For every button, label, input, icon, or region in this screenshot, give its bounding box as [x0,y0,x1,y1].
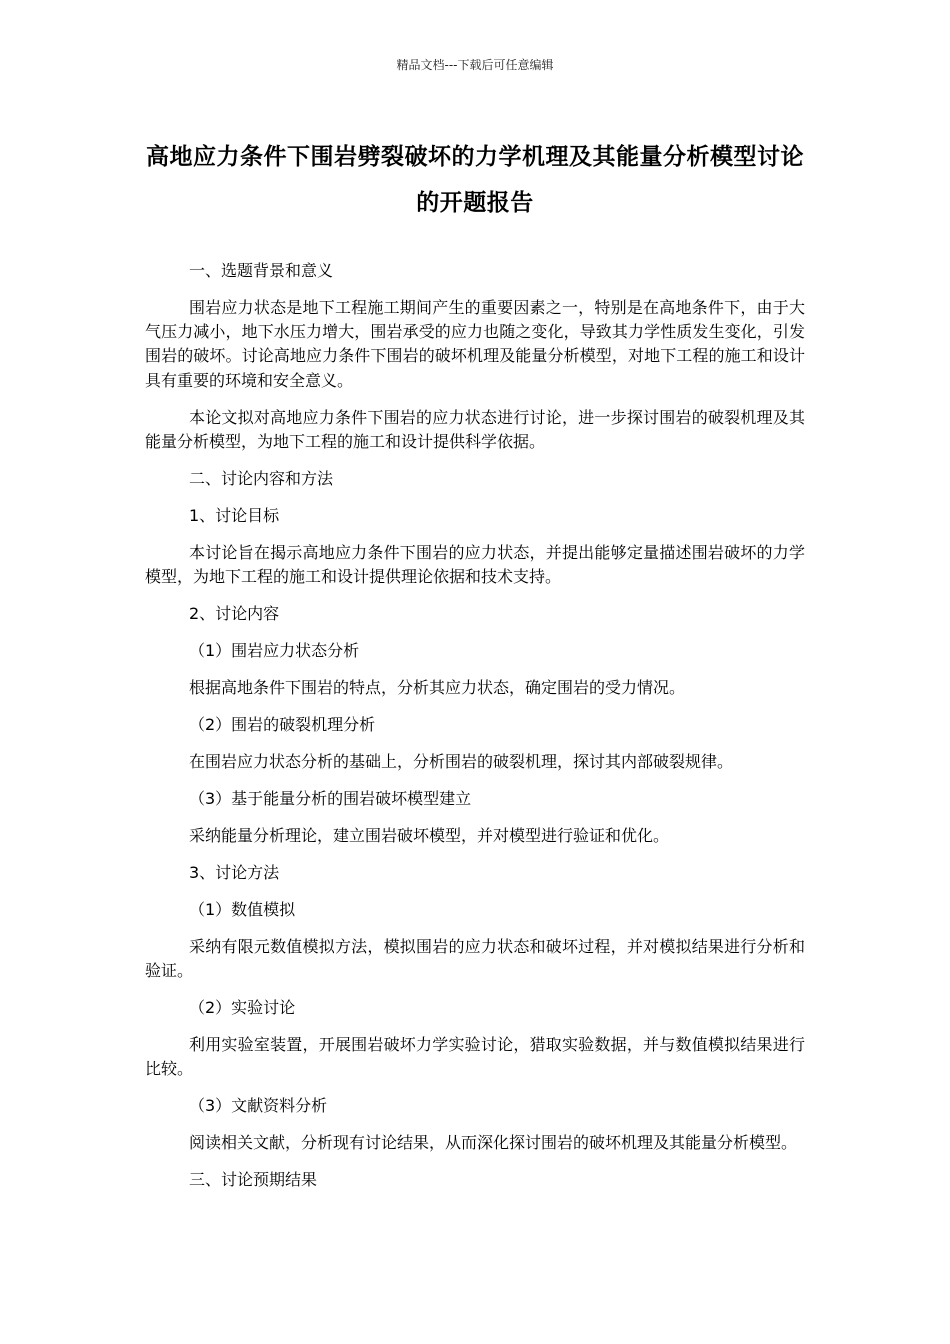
item-heading: （1）围岩应力状态分析 [189,641,360,661]
document-title: 高地应力条件下围岩劈裂破坏的力学机理及其能量分析模型讨论的开题报告 [146,144,804,216]
document-body [145,259,805,1205]
body-paragraph: 本讨论旨在揭示高地应力条件下围岩的应力状态，并提出能够定量描述围岩破坏的力学模型，为地下工程的施工和设计提供理论依据和技术支持。 [145,542,805,587]
item-heading: （2）围岩的破裂机理分析 [189,715,376,735]
body-paragraph: 利用实验室装置，开展围岩破坏力学实验讨论，猎取实验数据，并与数值模拟结果进行比较。 [145,1035,805,1079]
header-note: 精品文档---下载后可任意编辑 [396,58,554,72]
item-heading: （2）实验讨论 [189,998,296,1018]
body-paragraph: 采纳能量分析理论，建立围岩破坏模型，并对模型进行验证和优化。 [189,826,670,846]
item-heading: （1）数值模拟 [189,900,296,920]
body-paragraph: 采纳有限元数值模拟方法，模拟围岩的应力状态和破坏过程，并对模拟结果进行分析和验证。 [145,937,805,981]
section-heading-content-methods: 二、讨论内容和方法 [189,468,334,488]
body-paragraph: 围岩应力状态是地下工程施工期间产生的重要因素之一，特别是在高地条件下，由于大气压力减小，地下水压力增大，围岩承受的应力也随之变化，导致其力学性质发生变化，引发围岩的破坏。讨论高地应力条件下围岩的破坏机理及能量分析模型，对地下工程的施工和设计具有重要的环境和安全意义。 [145,298,805,390]
item-heading: （3）基于能量分析的围岩破坏模型建立 [189,789,472,809]
body-paragraph: 本论文拟对高地应力条件下围岩的应力状态进行讨论，进一步探讨围岩的破裂机理及其能量分析模型，为地下工程的施工和设计提供科学依据。 [145,407,805,451]
subsection-heading-content: 2、讨论内容 [189,604,280,624]
subsection-heading-goal: 1、讨论目标 [189,505,280,525]
section-heading-background: 一、选题背景和意义 [189,261,334,280]
body-paragraph: 在围岩应力状态分析的基础上，分析围岩的破裂机理，探讨其内部破裂规律。 [189,752,734,772]
body-paragraph: 根据高地条件下围岩的特点，分析其应力状态，确定围岩的受力情况。 [189,678,686,698]
item-heading: （3）文献资料分析 [189,1096,328,1116]
subsection-heading-methods: 3、讨论方法 [189,863,280,883]
section-heading-expected-results: 三、讨论预期结果 [189,1170,318,1190]
body-paragraph: 阅读相关文献，分析现有讨论结果，从而深化探讨围岩的破坏机理及其能量分析模型。 [189,1133,798,1153]
